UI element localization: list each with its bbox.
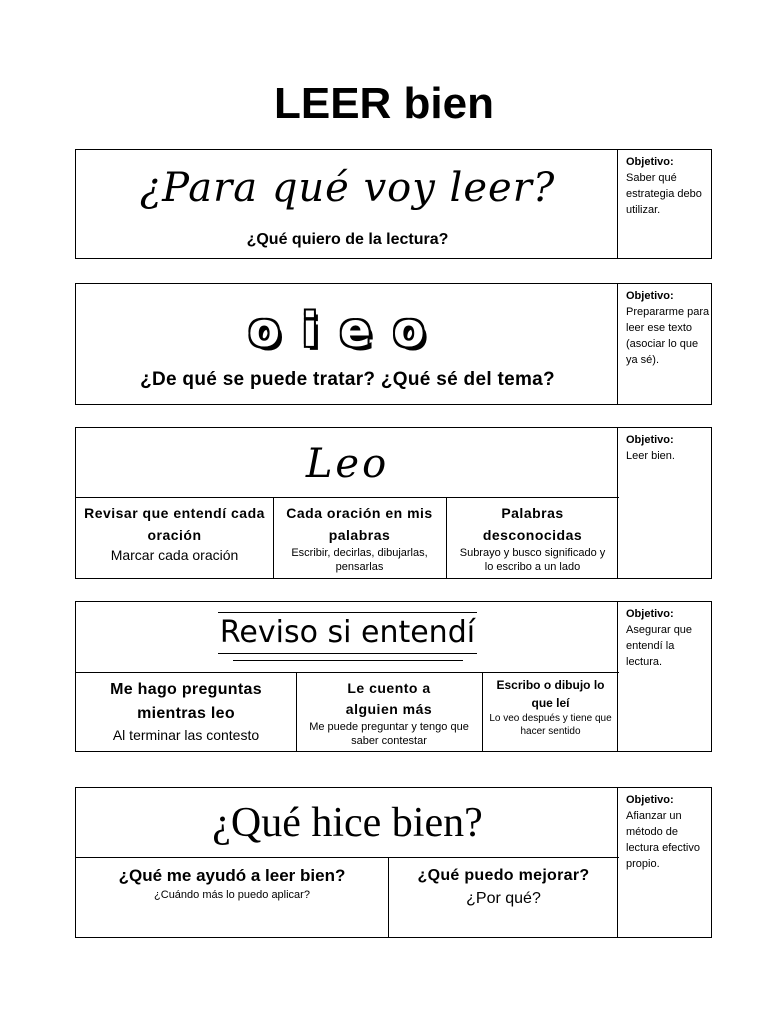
objective-text: Afianzar un método de lectura efectivo propio.: [626, 810, 700, 870]
page-title: LEER bien: [273, 79, 495, 128]
objective-panel: [617, 788, 711, 937]
handwriting-heading: Reviso si entendí: [218, 612, 477, 654]
strategy-subtext: Marcar cada oración: [110, 547, 239, 563]
section-main: [76, 428, 619, 578]
section-heading: Leo: [305, 441, 390, 487]
objective-label: Objetivo:: [626, 608, 674, 620]
strategy-cell: [482, 676, 619, 738]
strategy-subtext: Lo veo después y tiene que hacer sentido: [489, 713, 612, 737]
objective-panel: [617, 602, 711, 751]
objective-text: Prepararme para leer ese texto (asociar lo que ya sé).: [626, 306, 710, 366]
section-oieo: [75, 283, 712, 405]
objective-panel: [617, 150, 711, 258]
objective-text: Leer bien.: [626, 450, 675, 462]
section-main: [76, 284, 619, 404]
objective-label: Objetivo:: [626, 290, 674, 302]
strategy-subtext: Me puede preguntar y tengo que saber contestar: [309, 721, 469, 747]
objective-label: Objetivo:: [626, 156, 674, 168]
handwriting-baseline: [233, 660, 463, 661]
section-heading: [76, 612, 619, 654]
bubble-letters: oieo: [248, 303, 447, 357]
section-question: ¿Qué quiero de la lectura?: [246, 231, 449, 248]
objective-panel: [617, 428, 711, 578]
strategy-cell: [273, 502, 446, 574]
section-main: [76, 602, 619, 751]
objective-label: Objetivo:: [626, 434, 674, 446]
strategy-cell: [76, 502, 273, 564]
objective-panel: [617, 284, 711, 404]
row-divider: [76, 857, 619, 858]
section-leo: [75, 427, 712, 579]
row-divider: [76, 497, 619, 498]
objective-text: Saber qué estrategia debo utilizar.: [626, 172, 702, 216]
strategy-subtext: Al terminar las contesto: [112, 727, 260, 743]
section-heading: ¿Qué hice bien?: [212, 800, 483, 846]
strategy-cell: [446, 502, 619, 574]
strategy-cell: [296, 678, 482, 748]
reflection-subtext: ¿Cuándo más lo puedo aplicar?: [154, 889, 310, 901]
section-que-hice: [75, 787, 712, 938]
strategy-title: Me hago preguntas mientras leo: [110, 681, 262, 722]
section-para-que: [75, 149, 712, 259]
section-reviso: [75, 601, 712, 752]
reflection-cell: [388, 864, 619, 910]
objective-label: Objetivo:: [626, 794, 674, 806]
strategy-subtext: Escribir, decirlas, dibujarlas, pensarlas: [291, 547, 428, 573]
strategy-title: Palabras desconocidas: [482, 505, 583, 543]
section-heading: [76, 302, 619, 370]
row-divider: [76, 672, 619, 673]
reflection-subtext: ¿Por qué?: [466, 890, 541, 907]
objective-text: Asegurar que entendí la lectura.: [626, 624, 693, 668]
reflection-question: ¿Qué puedo mejorar?: [417, 867, 590, 884]
reflection-cell: [76, 864, 388, 902]
strategy-title: Escribo o dibujo lo que leí: [496, 678, 605, 710]
section-heading: ¿Para qué voy leer?: [139, 165, 556, 211]
strategy-title: Revisar que entendí cada oración: [84, 505, 265, 543]
strategy-title: Le cuento a alguien más: [345, 680, 433, 717]
section-main: [76, 788, 619, 937]
strategy-cell: [76, 678, 296, 744]
reflection-question: ¿Qué me ayudó a leer bien?: [118, 866, 346, 885]
strategy-subtext: Subrayo y busco significado y lo escribo a un lado: [459, 547, 606, 573]
section-main: [76, 150, 619, 258]
strategy-title: Cada oración en mis palabras: [286, 505, 433, 543]
section-question: ¿De qué se puede tratar? ¿Qué sé del tema?: [140, 369, 555, 390]
